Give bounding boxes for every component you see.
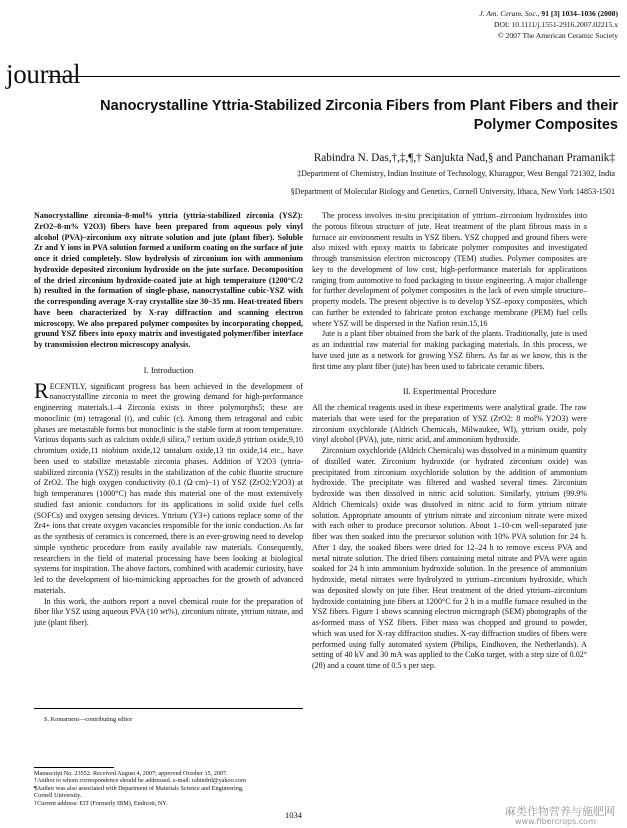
watermark-chinese: 麻类作物营养与施肥网 bbox=[505, 805, 615, 818]
footnote-rule bbox=[34, 767, 114, 768]
watermark-url: www.fibercrops.com bbox=[515, 817, 596, 826]
intro-paragraph-1 bbox=[34, 377, 303, 597]
author-list: Rabindra N. Das,†,‡,¶,† Sanjukta Nad,§ and Panchanan Pramanik‡ bbox=[313, 152, 615, 164]
editor-rule bbox=[34, 708, 303, 709]
footnote-correspondence[interactable]: †Author to whom correspondence should be addressed. e-mail: rabindrd@yahoo.com bbox=[34, 777, 246, 785]
copyright: © 2007 The American Ceramic Society bbox=[497, 31, 618, 40]
section-heading-introduction: I. Introduction bbox=[143, 364, 194, 375]
journal-logo-word: journal bbox=[6, 59, 81, 89]
section-heading-experimental: II. Experimental Procedure bbox=[402, 386, 497, 397]
drop-cap: R bbox=[34, 377, 49, 403]
affiliation-chemistry: ‡Department of Chemistry, Indian Institute of Technology, Kharagpur, West Bengal 721302, India bbox=[297, 169, 615, 178]
footnote-association-cont: Cornell University. bbox=[34, 792, 82, 800]
left-column bbox=[34, 211, 303, 629]
citation-block bbox=[479, 8, 618, 41]
footnote-manuscript: Manuscript No. 23552. Received August 4, 2007; approved October 15, 2007. bbox=[34, 770, 228, 777]
right-paragraph-2: Jute is a plant fiber obtained from the bark of the plants. Traditionally, jute is used as an industrial raw material for making packaging materials. In this process, we have used jute as a network for growing YSZ fibers. As far as we know, this is the first time any plant fiber (jute) has been used to fabricate ceramic fibers. bbox=[312, 329, 587, 371]
right-column bbox=[312, 211, 587, 672]
article-title: Nanocrystalline Yttria-Stabilized Zirconia Fibers from Plant Fibers and their Polymer Composites bbox=[100, 98, 618, 133]
page-number: 1034 bbox=[285, 810, 302, 820]
experimental-paragraph-2: Zirconium oxychloride (Aldrich Chemicals) was dissolved in a minimum quantity of distilled water. Zirconium hydroxide (or hydrated zirconium oxide) was precipitated from zirconium oxychloride solution by the addition of ammonium hydroxide. The precipitate was filtered and washed several times. Zirconium hydroxide was then dissolved in nitric acid solution. Similarly, yttrium (99.9% Aldrich Chemicals) oxide was dissolved in nitric acid to form yttrium nitrate solution. Appropriate amounts of yttrium nitrate and zirconium nitrate were mixed with each other to produce precursor solution. About 1–10-cm well-separated jute fiber was then soaked into the precursor solution with 10% PVA solution for 24 h. After 1 day, the soaked fibers were dried for 12–24 h to remove excess PVA and metal nitrate solution. The dried fibers containing metal nitrate and PVA were again soaked for 24 h into ammonium hydroxide solution. In the presence of ammonium hydroxide, metal nitrates were hydrolyzed to yttrium–zirconium hydroxide, which was deposited slowly on jute fiber. Heat treatment of the dried yttrium–zirconium hydroxide containing jute fibers at 1200°C for 2 h in a muffle furnace resulted in the YSZ fibers. Figure 1 shows scanning electron micrograph (SEM) photographs of the as-formed mass of YSZ fibers. Fiber mass was chopped and ground to powder, which was used for X-ray diffraction studies. X-ray diffraction studies of fibers were performed using fully automated system (Philips, Eindhoven, the Netherlands). A setting of 40 kV and 30 mA was applied to the CuKα target, with a step size of 0.02° (2θ) and a count time of 0.5 s per step. bbox=[312, 446, 587, 670]
footnote-current-address: †Current address: EIT (Formerly IBM), Endicott, NY. bbox=[34, 799, 168, 807]
affiliation-biology: §Department of Molecular Biology and Genetics, Cornell University, Ithaca, New York 14853-1501 bbox=[290, 187, 615, 196]
header-rule bbox=[48, 76, 620, 77]
doi[interactable]: DOI: 10.1111/j.1551-2916.2007.02215.x bbox=[493, 20, 618, 29]
intro-paragraph-2: In this work, the authors report a novel chemical route for the preparation of fiber like YSZ using aqueous PVA (10 wt%), zirconium nitrate, yttrium nitrate, and jute (plant fiber). bbox=[34, 596, 303, 627]
footnotes bbox=[34, 770, 303, 807]
right-paragraph-1: The process involves in-situ precipitation of yttrium–zirconium hydroxides into the porous fibrous structure of jute. Heat treatment of the plant fibrous mass in a furnace air environment results in YSZ fibers. YSZ chopped and ground fibers were also mixed with epoxy matrix to fabricate polymer composites and investigated through transmission electron microscopy (TEM) studies. Polymer composites are key to the development of low cost, high-performance materials for applications ranging from automotive to food packaging to tissue engineering. A major challenge for further development of polymer composites is the lack of even simple structure–property models. The present objective is to develop YSZ–epoxy composites, which can further be extended to fabricate proton exchange membrane (PEM) fuel cells where YSZ will be dispersed in the Nafion resin.15,16 bbox=[312, 211, 587, 328]
experimental-paragraph-1: All the chemical reagents used in these experiments were analytical grade. The raw materials that were used for the preparation of YSZ (ZrO2: 8 mol% Y2O3) were zirconium oxychloride (Aldrich Chemicals, Milwaukee, WI), yttrium oxide, poly vinyl alcohol (PVA), jute, nitric acid, and ammonium hydroxide. bbox=[312, 403, 587, 445]
site-watermark bbox=[505, 807, 615, 827]
citation-line bbox=[479, 8, 618, 19]
footnote-association: ¶Author was also associated with Department of Materials Science and Engineering, bbox=[34, 784, 244, 792]
citation-volume: 91 [3] 1034–1036 (2008) bbox=[539, 9, 618, 18]
citation-journal: J. Am. Ceram. Soc., bbox=[479, 9, 540, 18]
contributing-editor: S. Komarneni—contributing editor bbox=[44, 716, 133, 723]
abstract: Nanocrystalline zirconia–8-mol% yttria (yttria-stabilized zirconia (YSZ): ZrO2–8-m% Y2O3) fibers have been prepared from aqueous poly vinyl alcohol (PVA)–zirconium oxy nitrate solution and jute (plant fiber). Soluble Zr and Y ions in PVA solution formed a uniform coating on the surface of jute once it dried completely. Slow hydrolysis of zirconium ion with ammonium hydroxide deposited zirconium hydroxide on the jute surface. Decomposition of the dried zirconium hydroxide-coated jute at high temperature (1200°C/2 h) resulted in the formation of single-phase, nanocrystalline cubic-YSZ with the corresponding average X-ray crystallite size 30–35 nm. Heat-treated fibers have been characterized by X-ray diffraction and scanning electron microscopy. We also prepared polymer composites by incorporating chopped, ground YSZ fibers into epoxy matrix and investigated polymer/fiber interface by transmission electron microscopy analysis. bbox=[34, 211, 303, 349]
intro-paragraph-1-text: ECENTLY, significant progress has been achieved in the development of nanocrystalline zirconia to meet the growing demand for high-performance engineering materials.1–4 Zirconia exists in three polymorphs5; these are monoclinic (m) tetragonal (t), and cubic (c). Among them tetragonal and cubic phases are metastable forms but monoclinic is the stable form at room temperature. Various dopants such as calcium oxide,6 silica,7 cerium oxide,8 yttrium oxide,9,10 chromium oxide,11 niobium oxide,12 tantalum oxide,13 tin oxide,14 etc., have been used to stabilize metastable zirconia phases. Addition of Y2O3 (yttria-stabilized zirconia (YSZ)) results in the stabilization of the cubic fluorite structure of ZrO2. The high oxygen conductivity (0.1 (Ω·cm)−1) of YSZ (ZrO2:Y2O3) at high temperatures (1000°C) has made this material one of the most extensively studied fast anionic conductors for its applications in solid oxide fuel cells (SOFCs) and oxygen sensing devices. Yttrium (Y3+) cations replace some of the Zr4+ ions that create oxygen vacancies responsible for the ionic conduction. As far as the synthesis of ceramics is concerned, there is an ever-growing need to develop simple synthetic procedure from easily available raw materials. Consequently, researchers in the field of material processing have been looking at biological systems for inspiration. The above factors, combined with academic curiosity, have led to the development of bio-mimicking approaches for the growth of advanced materials. bbox=[34, 381, 303, 595]
